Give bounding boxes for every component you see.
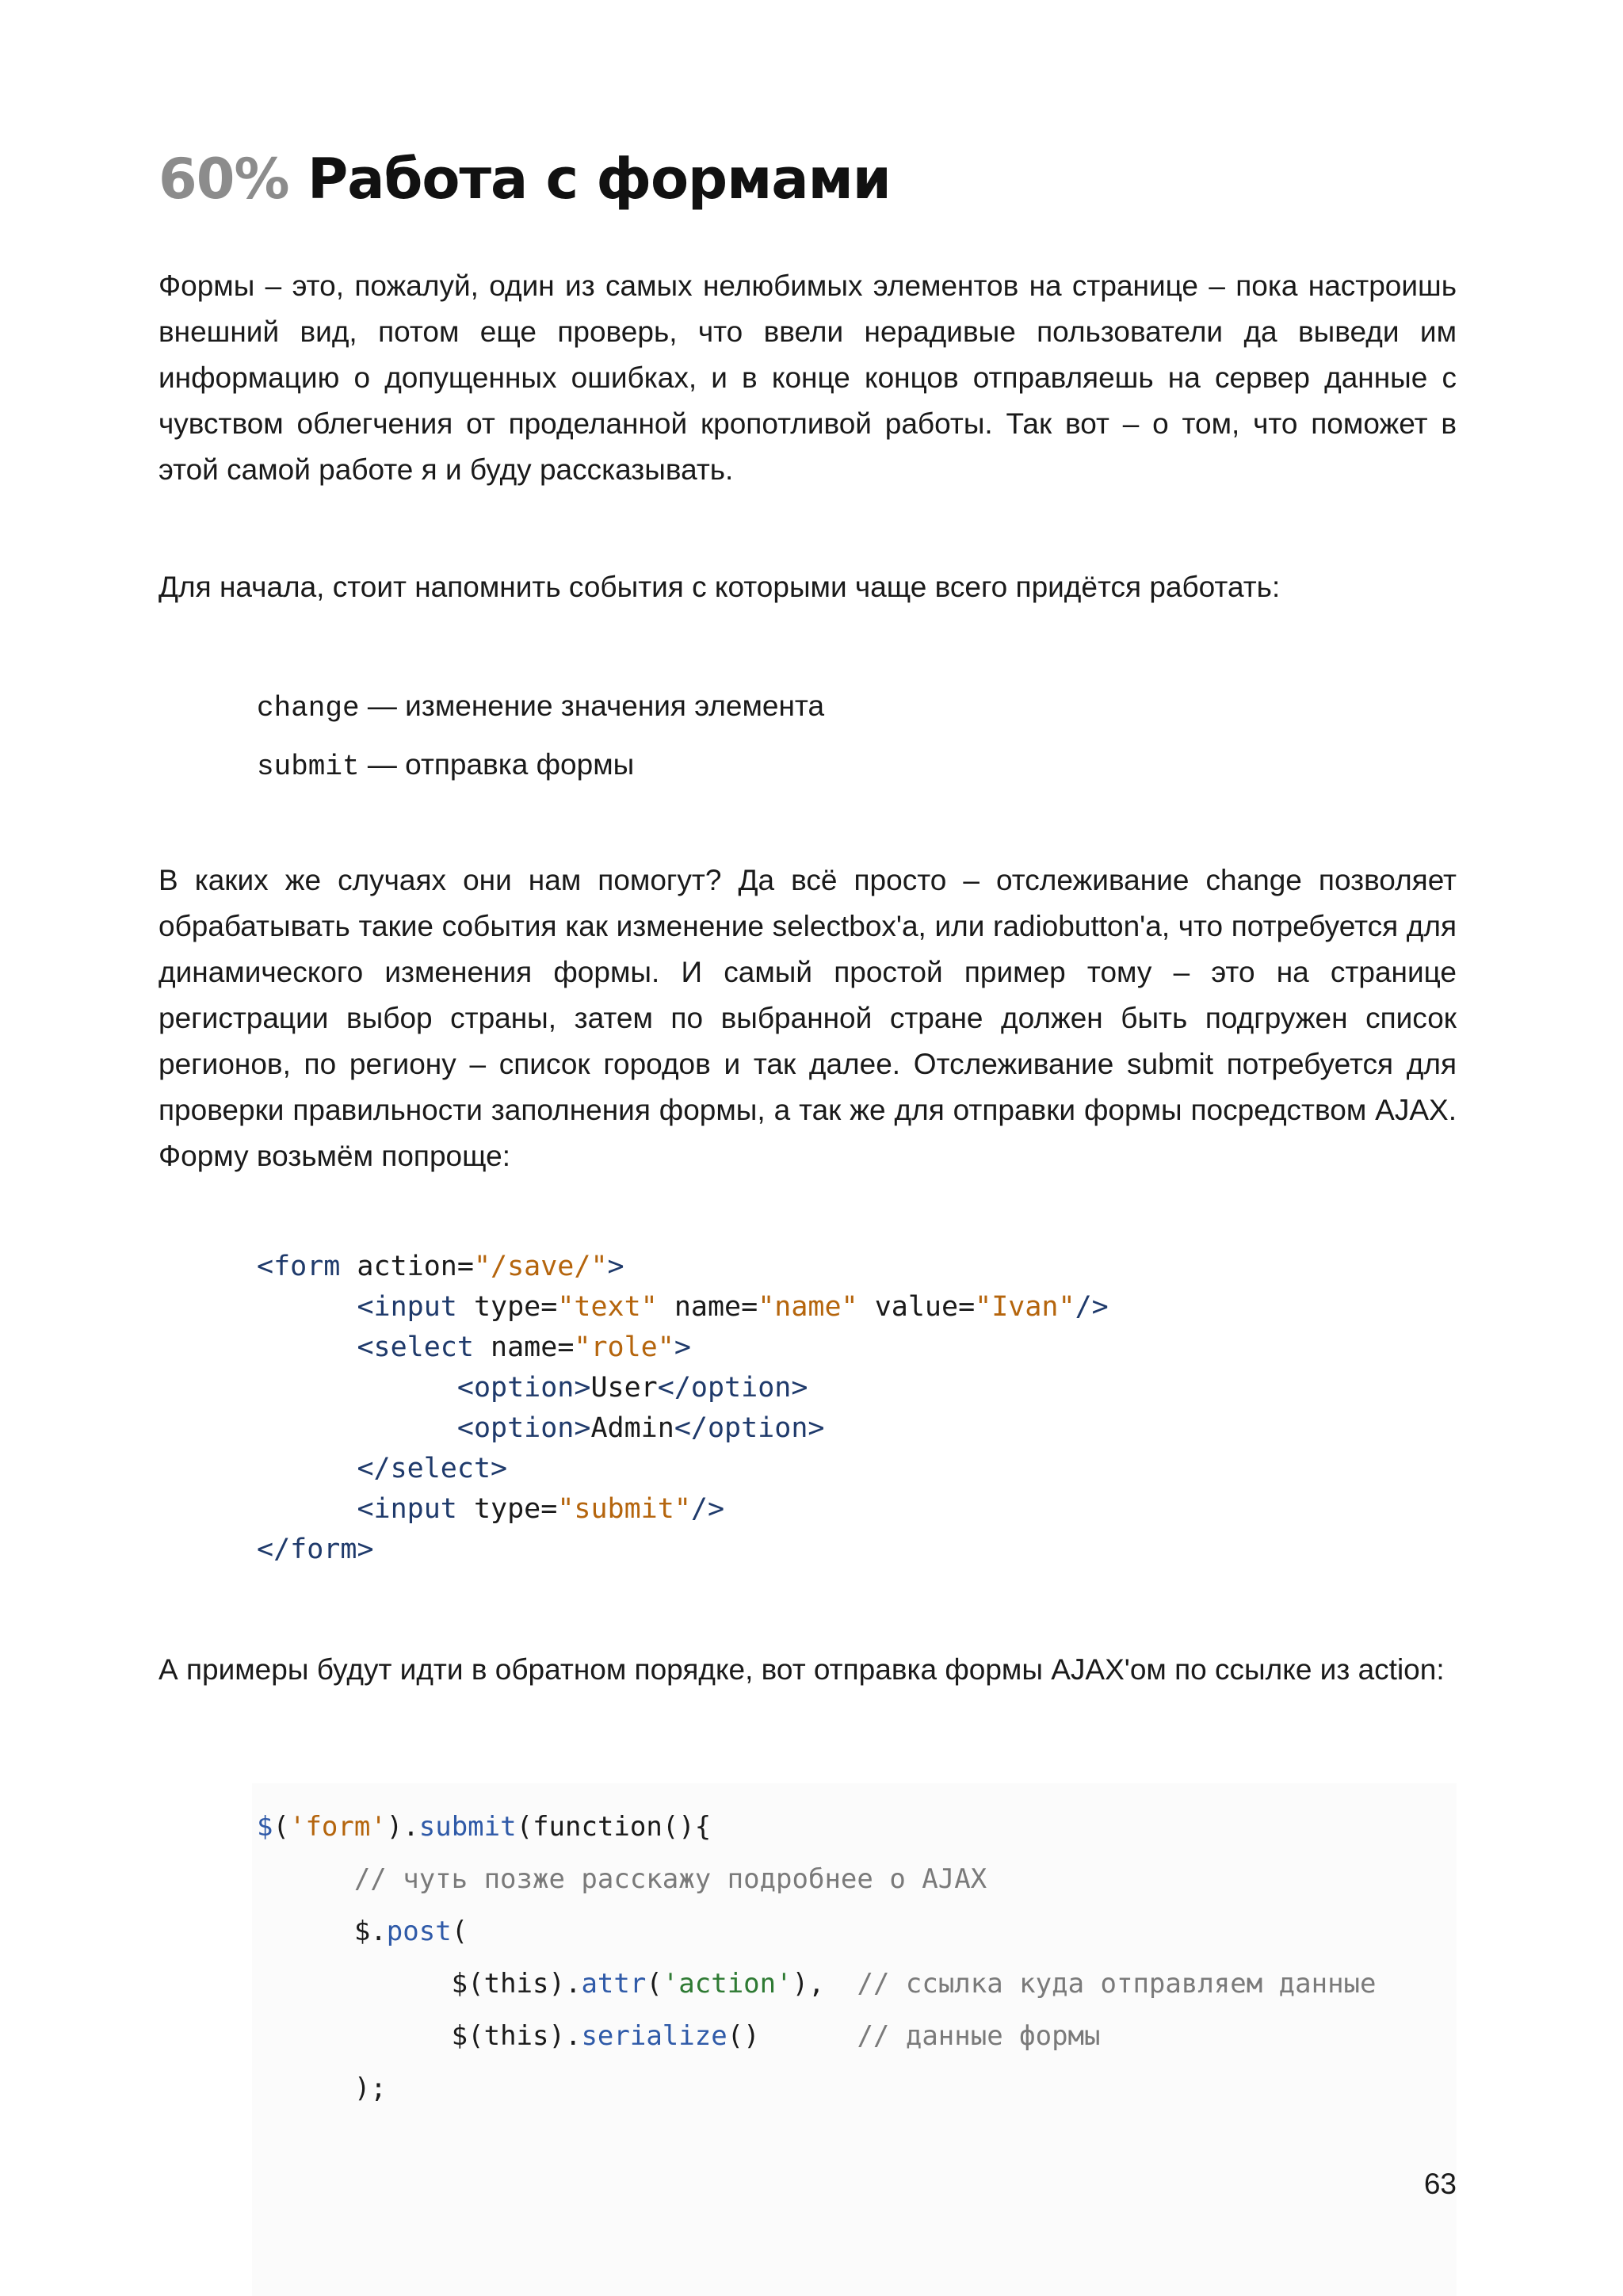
title-progress-percent: 60% <box>158 147 289 212</box>
event-name: change <box>257 692 360 724</box>
event-item-submit <box>257 742 824 800</box>
events-intro-paragraph: Для начала, стоит напомнить события с которыми чаще всего придётся работать: <box>158 571 1281 603</box>
ajax-intro-paragraph: А примеры будут идти в обратном порядке, вот отправка формы AJAX'ом по ссылке из action: <box>158 1653 1445 1686</box>
event-description: — изменение значения элемента <box>359 690 825 722</box>
code-line: $(this).serialize() // данные формы <box>451 2020 1101 2052</box>
code-line: $.post( <box>353 1916 468 1947</box>
page-title <box>158 147 891 212</box>
code-line: </select> <box>357 1453 508 1484</box>
code-line: // чуть позже расскажу подробнее о AJAX <box>353 1863 987 1895</box>
code-line: ); <box>257 2073 387 2104</box>
title-text: Работа с формами <box>307 147 891 212</box>
code-line: <select name="role"> <box>357 1331 691 1363</box>
event-item-change <box>257 683 824 742</box>
code-line: <option>Admin</option> <box>456 1412 825 1444</box>
code-line: $(this).attr('action'), // ссылка куда отправляем данные <box>451 1968 1377 2000</box>
usage-paragraph: В каких же случаях они нам помогут? Да всё просто – отслеживание change позволяет обрабатывать такие события как изменение selectbox'a, или radiobutton'a, что потребуется для динамического изменения формы. И самый простой пример тому – это на странице регистрации выбор страны, затем по выбранной стране должен быть подгружен список регионов, по региону – список городов и так далее. Отслеживание submit потребуется для проверки правильности заполнения формы, а так же для отправки формы посредством AJAX. Форму возьмём попроще: <box>158 864 1457 1172</box>
js-submit-code-block <box>257 1801 1377 2115</box>
code-line: <input type="text" name="name" value="Ivan"/> <box>357 1291 1109 1323</box>
page-number: 63 <box>1423 2168 1457 2200</box>
event-description: — отправка формы <box>359 748 635 781</box>
events-list <box>257 683 824 800</box>
event-name: submit <box>257 751 360 783</box>
code-line: <option>User</option> <box>456 1372 808 1404</box>
html-form-code-block <box>257 1247 1109 1570</box>
code-line: <form action="/save/"> <box>257 1251 624 1282</box>
intro-paragraph: Формы – это, пожалуй, один из самых нелюбимых элементов на странице – пока настроишь внешний вид, потом еще проверь, что ввели нерадивые пользователи да выведи им информацию о допущенных ошибках, и в конце концов отправляешь на сервер данные с чувством облегчения от проделанной кропотливой работы. Так вот – о том, что поможет в этой самой работе я и буду рассказывать. <box>158 269 1457 486</box>
code-line: $('form').submit(function(){ <box>257 1811 712 1843</box>
code-line: </form> <box>257 1534 374 1565</box>
code-line: <input type="submit"/> <box>357 1493 725 1525</box>
